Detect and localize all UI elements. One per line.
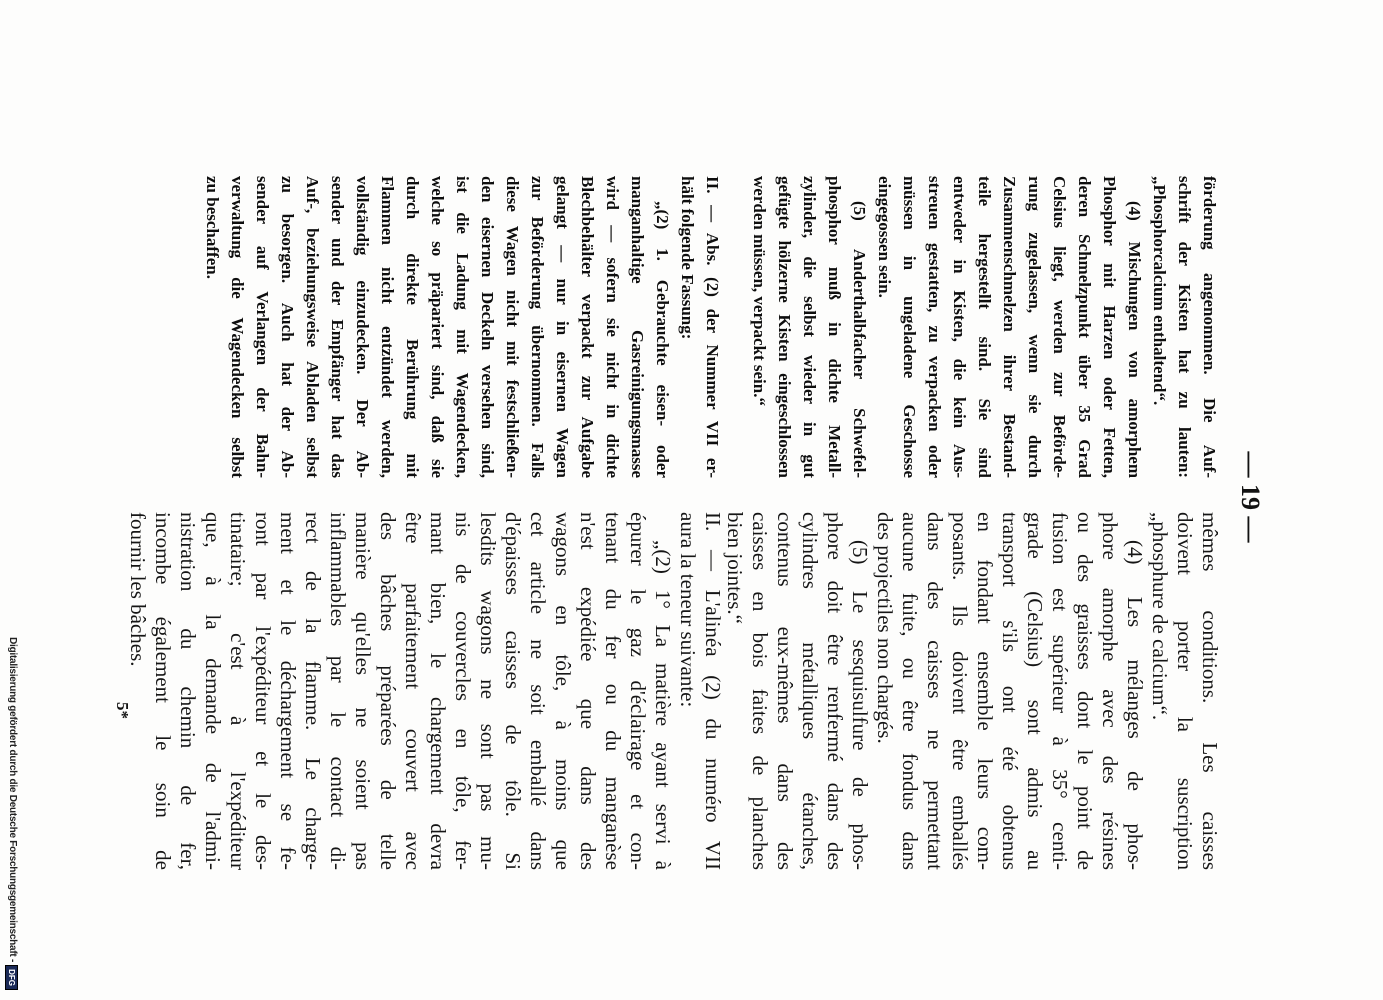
paragraph	[675, 512, 725, 870]
paragraph	[675, 176, 725, 478]
text-line: Flammen nicht entzündet werden,	[378, 176, 397, 478]
text-line: tinataire; c'est à l'expéditeur	[226, 512, 250, 870]
paragraph	[1147, 176, 1222, 478]
dfg-logo: DFG	[6, 965, 19, 990]
text-line: gelangt — nur in eisernen Wagen	[553, 176, 572, 478]
text-line: d'épaisses caisses de tôle. Si	[501, 512, 525, 870]
text-line: incombe également le soin de	[151, 512, 175, 870]
text-line: eingegossen sein.	[875, 176, 894, 298]
section	[200, 176, 725, 478]
text-line: ist die Ladung mit Wagendecken,	[453, 176, 472, 478]
text-line: manière qu'elles ne soient pas	[351, 512, 375, 870]
text-line: Zusammenschmelzen ihrer Bestand-	[1000, 176, 1019, 478]
text-line: phosphor muß in dichte Metall-	[825, 176, 844, 478]
text-line: être parfaitement couvert avec	[401, 512, 425, 870]
text-line: (4) Les mélanges de phos-	[1123, 540, 1147, 870]
credit-text: Digitalisierung gefördert durch die Deutsche Forschungsgemeinschaft -	[7, 637, 18, 963]
text-line: rung zugelassen, wenn sie durch	[1025, 176, 1044, 478]
section	[747, 176, 1222, 478]
text-line: sender auf Verlangen der Bahn-	[253, 176, 272, 478]
text-line: aucune fuite, ou être fondus dans	[898, 512, 922, 870]
text-line: schrift der Kisten hat zu lauten:	[1175, 176, 1194, 478]
text-line: rect de la flamme. Le charge-	[301, 512, 325, 870]
text-line: dans des caisses ne permettant	[923, 512, 947, 870]
text-line: Celsius liegt, werden zur Beförde-	[1050, 176, 1069, 478]
paragraph	[722, 512, 872, 870]
text-line: „(2) 1° La matière ayant servi à	[651, 540, 675, 870]
text-line: zylinder, die selbst wieder in gut	[800, 176, 819, 478]
text-line: tenant du fer ou du manganèse	[601, 512, 625, 870]
text-line: ou des graisses dont le point de	[1073, 512, 1097, 870]
paragraph	[747, 176, 872, 478]
text-line: müssen in ungeladene Geschosse	[900, 176, 919, 478]
paragraph	[872, 176, 1147, 478]
text-line: Auf-, beziehungsweise Abladen selbst	[303, 176, 322, 478]
text-line: lesdits wagons ne sont pas mu-	[476, 512, 500, 870]
page-number: — 19 —	[1236, 451, 1265, 543]
text-line: verwaltung die Wagendecken selbst	[228, 176, 247, 478]
text-line: contenus eux-mêmes dans des	[773, 512, 797, 870]
text-line: que, à la demande de l'admi-	[201, 512, 225, 870]
text-line: „Phosphorcalcium enthaltend“.	[1150, 176, 1169, 406]
text-line: zu besorgen. Auch hat der Ab-	[278, 176, 297, 478]
text-line: ment et le déchargement se fe-	[276, 512, 300, 870]
text-line: „(2) 1. Gebrauchte eisen- oder	[653, 201, 672, 478]
text-line: fournir les bâches.	[126, 512, 150, 667]
text-line: wagons en tôle, à moins que	[551, 512, 575, 870]
text-line: posants. Ils doivent être emballés	[948, 512, 972, 870]
signature-mark: 5*	[113, 702, 132, 719]
text-line: n'est expédiée que dans des	[576, 512, 600, 870]
text-line: II. — Abs. (2) der Nummer VII er-	[703, 176, 722, 478]
text-line: mêmes conditions. Les caisses	[1198, 512, 1222, 870]
text-line: werden müssen, verpackt sein.“	[750, 176, 769, 406]
text-line: bien jointes.“	[723, 512, 747, 624]
text-line: (5) Anderthalbfacher Schwefel-	[850, 201, 869, 478]
text-line: grade (Celsius) sont admis au	[1023, 512, 1047, 870]
text-line: Blechbehälter verpackt zur Aufgabe	[578, 176, 597, 478]
text-line: phore amorphe avec des résines	[1098, 512, 1122, 870]
text-line: cylindres métalliques étanches,	[798, 512, 822, 870]
text-line: durch direkte Berührung mit	[403, 176, 422, 478]
text-line: des bâches préparées de telle	[376, 512, 400, 870]
text-line: épurer le gaz d'éclairage et con-	[626, 512, 650, 870]
text-line: nistration du chemin de fer,	[176, 512, 200, 870]
text-line: zur Beförderung übernommen. Falls	[528, 176, 547, 478]
text-line: den eisernen Deckeln versehen sind,	[478, 176, 497, 478]
section	[125, 512, 725, 870]
text-line: entweder in Kisten, die kein Aus-	[950, 176, 969, 478]
text-line: sender und der Empfänger hat das	[328, 176, 347, 478]
paragraph	[125, 512, 675, 870]
text-line: aura la teneur suivante:	[676, 512, 700, 708]
text-line: hält folgende Fassung:	[678, 176, 697, 340]
text-line: manganhaltige Gasreinigungsmasse	[628, 176, 647, 478]
french-column	[0, 512, 1383, 870]
text-line: en fondant ensemble leurs com-	[973, 512, 997, 870]
text-line: transport s'ils ont été obtenus	[998, 512, 1022, 870]
text-line: mant bien, le chargement devra	[426, 512, 450, 870]
text-line: des projectiles non chargés.	[873, 512, 897, 744]
german-column	[0, 176, 1383, 478]
text-line: nis de couvercles en tôle, fer-	[451, 512, 475, 870]
text-line: gefügte hölzerne Kisten eingeschlossen	[775, 176, 794, 478]
text-line: cet article ne soit emballé dans	[526, 512, 550, 870]
text-line: inflammables par le contact di-	[326, 512, 350, 870]
text-line: Phosphor mit Harzen oder Fetten,	[1100, 176, 1119, 478]
text-line: fusion est supérieur à 35° centi-	[1048, 512, 1072, 870]
text-line: streuen gestatten, zu verpacken oder	[925, 176, 944, 478]
text-line: (5) Le sesquisulfure de phos-	[848, 540, 872, 870]
text-line: ront par l'expéditeur et le des-	[251, 512, 275, 870]
section	[722, 512, 1222, 870]
text-line: doivent porter la suscription	[1173, 512, 1197, 870]
digitization-credit	[5, 637, 19, 990]
text-line: phore doit être renfermé dans des	[823, 512, 847, 870]
text-line: diese Wagen nicht mit festschließen-	[503, 176, 522, 478]
text-line: deren Schmelzpunkt über 35 Grad	[1075, 176, 1094, 478]
text-line: welche so präpariert sind, daß sie	[428, 176, 447, 478]
text-line: teile hergestellt sind. Sie sind	[975, 176, 994, 478]
text-line: förderung angenommen. Die Auf-	[1200, 176, 1219, 478]
text-line: „phosphure de calcium“.	[1148, 512, 1172, 721]
text-line: wird — sofern sie nicht in dichte	[603, 176, 622, 478]
text-line: (4) Mischungen von amorphem	[1125, 201, 1144, 478]
paragraph	[1147, 512, 1222, 870]
text-line: caisses en bois faites de planches	[748, 512, 772, 870]
text-line: zu beschaffen.	[203, 176, 222, 279]
text-line: vollständig einzudecken. Der Ab-	[353, 176, 372, 478]
paragraph	[200, 176, 675, 478]
paragraph	[872, 512, 1147, 870]
text-line: II. — L'alinéa (2) du numéro VII	[701, 512, 725, 870]
